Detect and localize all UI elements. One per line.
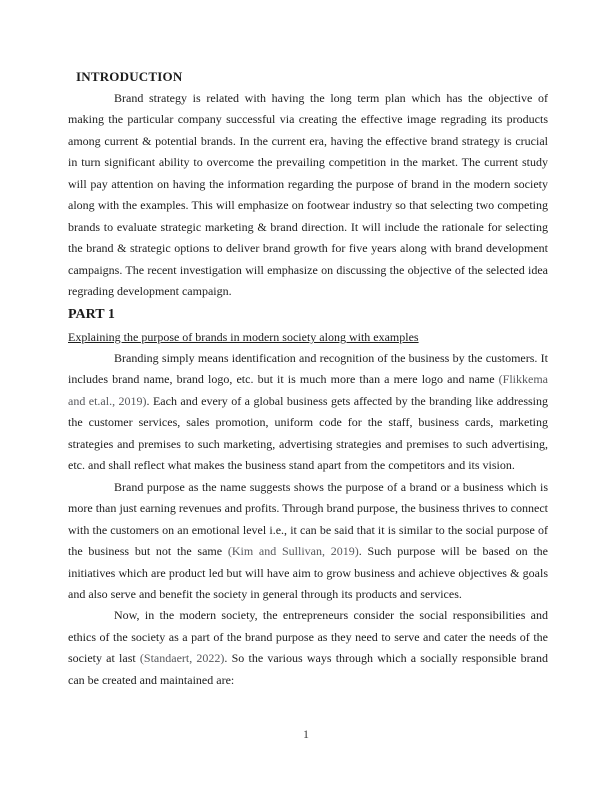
citation: (Flikkema and et.al., 2019): [68, 372, 548, 408]
paragraph-text: Brand purpose as the name suggests shows the purpose of a brand or a business which is more than just earning revenues and profits. Through brand purpose, the business thrives to connect with the customers on an emotional level i.e., it can be said that it is similar to the social purpose of the business but not the same: [68, 479, 548, 559]
citation: (Kim and Sullivan, 2019): [227, 544, 359, 559]
paragraph-text: . Such purpose will be based on the initiatives which are product led but will have aim to grow business and achieve objectives & goals and also serve and benefit the society in general through its products and services.: [68, 544, 549, 602]
page-number: 1: [303, 727, 309, 741]
paragraph-social-responsibility: [68, 605, 548, 691]
paragraph-text: Now, in the modern society, the entrepreneurs consider the social responsibilities and ethics of the society as a part of the brand purpose as they need to serve and cater the needs of the society at last: [68, 608, 548, 666]
paragraph-brand-purpose: [68, 477, 548, 606]
part1-subheading: Explaining the purpose of brands in modern society along with examples: [68, 330, 419, 345]
paragraph-branding: [68, 348, 548, 477]
citation: (Standaert, 2022): [139, 651, 225, 666]
paragraph-text: . So the various ways through which a socially responsible brand can be created and maintained are:: [68, 651, 548, 687]
paragraph-text: Branding simply means identification and recognition of the business by the customers. It includes brand name, brand logo, etc. but it is much more than a mere logo and name: [68, 351, 548, 387]
intro-paragraph: Brand strategy is related with having the long term plan which has the objective of making the particular company successful via creating the effective image regrading its products among current & potential brands. In the current era, having the effective brand strategy is crucial in turn significant ability to overcome the prevailing competition in the market. The current study will pay attention on having the information regarding the purpose of brand in the modern society along with the examples. This will emphasize on footwear industry so that selecting two competing brands to evaluate strategic marketing & brand direction. It will include the rationale for selecting the brand & strategic options to deliver brand growth for five years along with brand development campaigns. The recent investigation will emphasize on discussing the objective of the selected idea regrading development campaign.: [68, 91, 548, 299]
part1-heading: PART 1: [68, 306, 115, 322]
intro-heading: INTRODUCTION: [76, 69, 183, 84]
paragraph-text: . Each and every of a global business gets affected by the branding like addressing the customer services, sales promotion, uniform code for the staff, business cards, marketing strategies and premises to such marketing, advertising strategies and premises to such advertising, etc. and shall reflect what makes the business stand apart from the competitors and its vision.: [68, 393, 548, 473]
